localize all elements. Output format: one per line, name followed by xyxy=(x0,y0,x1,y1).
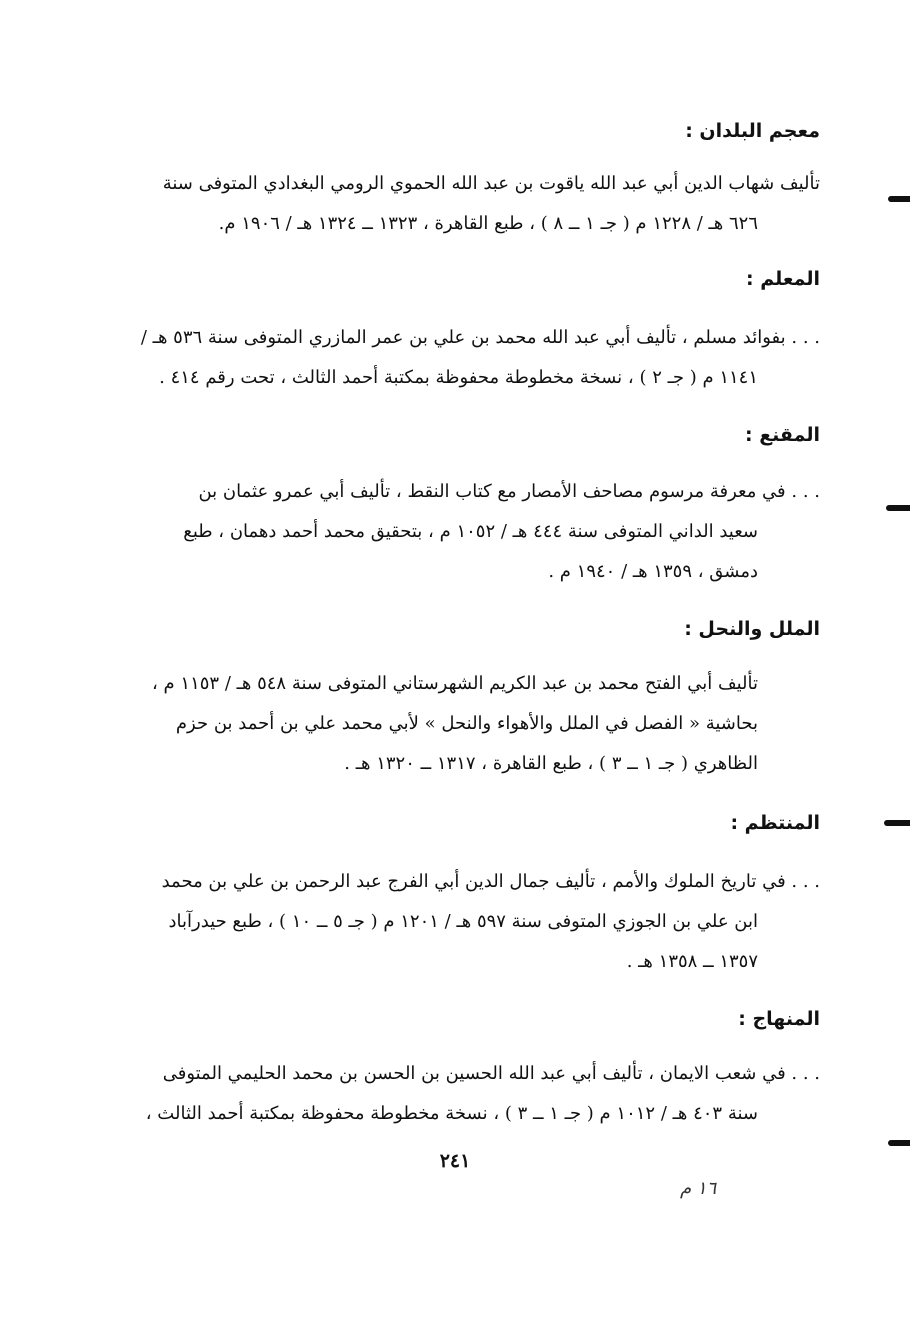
entry-line: بحاشية « الفصل في الملل والأهواء والنحل » لأبي محمد علي بن أحمد بن حزم xyxy=(175,713,758,734)
scan-edge-mark xyxy=(884,820,910,826)
scan-edge-mark xyxy=(886,505,910,511)
entry-body xyxy=(150,472,820,592)
entry-line: . . . بفوائد مسلم ، تأليف أبي عبد الله محمد بن علي بن عمر المازري المتوفى سنة ٥٣٦ هـ / xyxy=(140,327,820,348)
entry-body xyxy=(150,164,820,244)
entry-body xyxy=(150,862,820,982)
entry-title: المنتظم : xyxy=(730,812,820,834)
entry-body xyxy=(150,664,758,784)
entry-line: . . . في شعب الايمان ، تأليف أبي عبد الله الحسين بن الحسن بن محمد الحليمي المتوفى xyxy=(162,1063,820,1084)
entry-line: تأليف شهاب الدين أبي عبد الله ياقوت بن عبد الله الحموي الرومي البغدادي المتوفى سنة xyxy=(162,173,820,194)
entry-title: المقنع : xyxy=(744,424,820,446)
scan-edge-mark xyxy=(888,196,910,202)
entry-line: . . . في تاريخ الملوك والأمم ، تأليف جمال الدين أبي الفرج عبد الرحمن بن علي بن محمد xyxy=(161,871,820,892)
scan-edge-mark xyxy=(888,1140,910,1146)
entry-title: الملل والنحل : xyxy=(684,618,820,640)
entry-title: المنهاج : xyxy=(738,1008,820,1030)
entry-line: . . . في معرفة مرسوم مصاحف الأمصار مع كتاب النقط ، تأليف أبي عمرو عثمان بن xyxy=(198,481,820,502)
entry-line: سنة ٤٠٣ هـ / ١٠١٢ م ( جـ ١ ــ ٣ ) ، نسخة مخطوطة محفوظة بمكتبة أحمد الثالث ، xyxy=(145,1103,758,1124)
entry-body xyxy=(140,318,820,398)
entry-line: تأليف أبي الفتح محمد بن عبد الكريم الشهرستاني المتوفى سنة ٥٤٨ هـ / ١١٥٣ م ، xyxy=(152,673,758,694)
entry-body xyxy=(145,1054,820,1134)
entry-line: ٦٢٦ هـ / ١٢٢٨ م ( جـ ١ ــ ٨ ) ، طبع القاهرة ، ١٣٢٣ ــ ١٣٢٤ هـ / ١٩٠٦ م. xyxy=(218,213,758,234)
entry-line: الظاهري ( جـ ١ ــ ٣ ) ، طبع القاهرة ، ١٣١٧ ــ ١٣٢٠ هـ . xyxy=(344,753,758,774)
entry-line: ١١٤١ م ( جـ ٢ ) ، نسخة مخطوطة محفوظة بمكتبة أحمد الثالث ، تحت رقم ٤١٤ . xyxy=(159,367,758,388)
entry-line: ١٣٥٧ ــ ١٣٥٨ هـ . xyxy=(626,951,758,972)
page-number: ٢٤١ xyxy=(439,1150,471,1172)
entry-title: معجم البلدان : xyxy=(685,120,820,142)
entry-line: سعيد الداني المتوفى سنة ٤٤٤ هـ / ١٠٥٢ م ، بتحقيق محمد أحمد دهمان ، طبع xyxy=(183,521,758,542)
entry-line: ابن علي بن الجوزي المتوفى سنة ٥٩٧ هـ / ١٢٠١ م ( جـ ٥ ــ ١٠ ) ، طبع حيدرآباد xyxy=(168,911,758,932)
entry-title: المعلم : xyxy=(746,268,820,290)
handwritten-signature: ١٦ م xyxy=(680,1178,717,1199)
entry-line: دمشق ، ١٣٥٩ هـ / ١٩٤٠ م . xyxy=(548,561,758,582)
